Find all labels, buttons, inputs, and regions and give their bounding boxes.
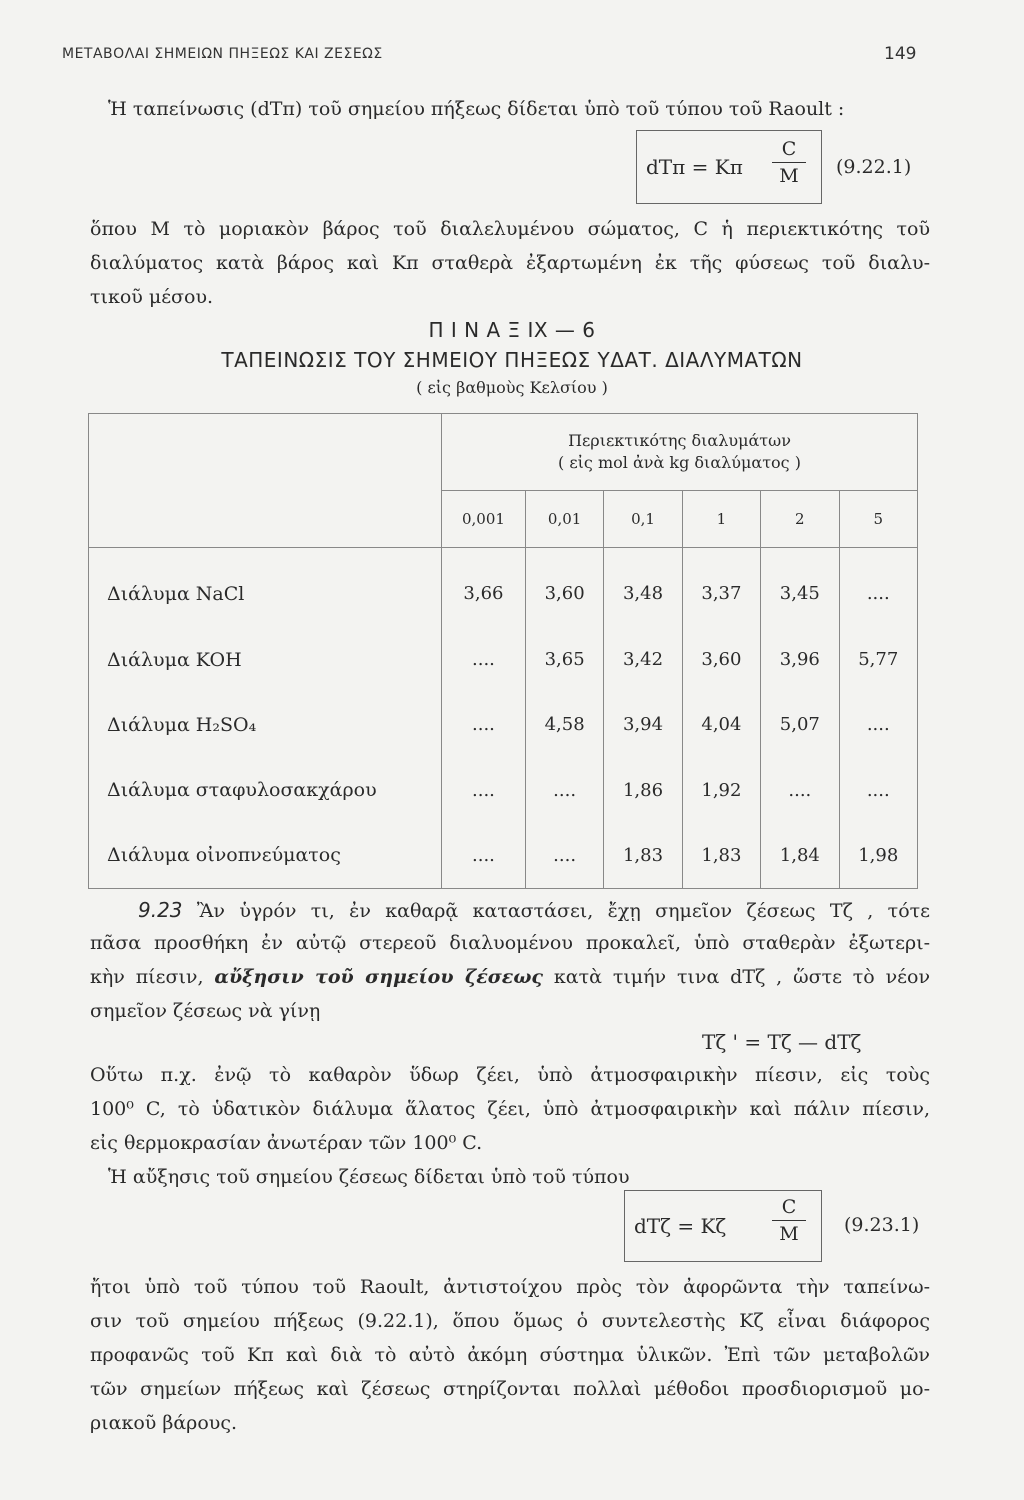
table-corner-cell: [89, 414, 442, 548]
table-cell: 1,86: [604, 757, 682, 822]
table-cell: 3,60: [682, 627, 760, 692]
row-label: Διάλυμα NaCl: [89, 548, 442, 628]
table-cell: ....: [442, 627, 526, 692]
page-number: 149: [884, 44, 917, 64]
example-line-3: εἰς θερμοκρασίαν ἀνωτέραν τῶν 100⁰ C.: [90, 1132, 483, 1154]
table-cell: ....: [839, 692, 917, 757]
table-cell: ....: [839, 757, 917, 822]
table-cell: 3,60: [525, 548, 603, 628]
fraction-numerator: C: [781, 138, 797, 160]
table-cell: ....: [525, 757, 603, 822]
boiling-line-4: σημεῖον ζέσεως νὰ γίνῃ: [90, 1000, 321, 1022]
boiling-emphasis: αὔξησιν τοῦ σημείου ζέσεως: [214, 966, 543, 988]
boiling-line-3-pre: κὴν πίεσιν,: [90, 966, 204, 988]
table-cell: 3,37: [682, 548, 760, 628]
boiling-line-1: [90, 898, 930, 922]
table-cell: ....: [525, 823, 603, 889]
table-cell: 3,65: [525, 627, 603, 692]
concentration-header: 5: [839, 491, 917, 548]
closing-line-2: σιν τοῦ σημείου πήξεως (9.22.1), ὅπου ὅμως ὁ συντελεστὴς Kζ εἶναι διάφορος: [90, 1310, 930, 1332]
concentration-header: 0,1: [604, 491, 682, 548]
formula-freezing-fraction: [772, 138, 806, 187]
table-cell: 1,92: [682, 757, 760, 822]
explanation-line-1: ὅπου M τὸ μοριακὸν βάρος τοῦ διαλελυμένου σώματος, C ἡ περιεκτικότης τοῦ: [90, 218, 930, 240]
concentration-header: 1: [682, 491, 760, 548]
table-cell: 5,77: [839, 627, 917, 692]
table-label: Π Ι Ν Α Ξ IX — 6: [428, 318, 596, 342]
closing-line-3: προφανῶς τοῦ Kπ καὶ διὰ τὸ αὐτὸ ἀκόμη σύστημα ὑλικῶν. Ἐπὶ τῶν μεταβολῶν: [90, 1344, 930, 1366]
table-units: ( εἰς βαθμοὺς Κελσίου ): [416, 378, 608, 397]
table-cell: 1,84: [761, 823, 839, 889]
fraction-numerator: C: [781, 1196, 797, 1218]
table-row: [89, 823, 918, 889]
fraction-denominator: M: [779, 1223, 799, 1245]
concentration-header: 0,01: [525, 491, 603, 548]
fraction-denominator: M: [779, 165, 799, 187]
closing-line-4: τῶν σημείων πήξεως καὶ ζέσεως στηρίζονται πολλαὶ μέθοδοι προσδιορισμοῦ μο-: [90, 1378, 930, 1400]
table-cell: 4,58: [525, 692, 603, 757]
explanation-line-2: διαλύματος κατὰ βάρος καὶ Kπ σταθερὰ ἐξαρτωμένη ἐκ τῆς φύσεως τοῦ διαλυ-: [90, 252, 930, 274]
table-cell: 4,04: [682, 692, 760, 757]
table-row: [89, 627, 918, 692]
equation-number-9231: (9.23.1): [844, 1214, 920, 1236]
table-cell: 1,83: [682, 823, 760, 889]
boiling-line-3-post: κατὰ τιμήν τινα dTζ , ὥστε τὸ νέον: [553, 966, 931, 988]
table-cell: ....: [442, 757, 526, 822]
concentration-header: 0,001: [442, 491, 526, 548]
example-line-2: 100⁰ C, τὸ ὑδατικὸν διάλυμα ἅλατος ζέει, ὑπὸ ἀτμοσφαιρικὴν καὶ πάλιν πίεσιν,: [90, 1098, 930, 1120]
table-cell: 3,45: [761, 548, 839, 628]
boiling-new-point-formula: Tζ ' = Tζ — dTζ: [702, 1030, 862, 1054]
table-title: ΤΑΠΕΙΝΩΣΙΣ ΤΟΥ ΣΗΜΕΙΟΥ ΠΗΞΕΩΣ ΥΔΑΤ. ΔΙΑΛΥΜΑΤΩΝ: [221, 348, 803, 372]
concentration-header: 2: [761, 491, 839, 548]
formula-boiling-fraction: [772, 1196, 806, 1245]
table-cell: 5,07: [761, 692, 839, 757]
closing-line-1: ἤτοι ὑπὸ τοῦ τύπου τοῦ Raoult, ἀντιστοίχου πρὸς τὸν ἀφορῶντα τὴν ταπείνω-: [90, 1276, 930, 1298]
table-concentration-header: [442, 414, 918, 491]
row-label: Διάλυμα σταφυλοσακχάρου: [89, 757, 442, 822]
table-cell: ....: [442, 823, 526, 889]
equation-number-9221: (9.22.1): [836, 156, 912, 178]
table-cell: 1,83: [604, 823, 682, 889]
explanation-line-3: τικοῦ μέσου.: [90, 286, 214, 308]
header-line-1: Περιεκτικότης διαλυμάτων: [568, 431, 791, 450]
table-cell: 3,96: [761, 627, 839, 692]
table-cell: 3,94: [604, 692, 682, 757]
header-line-2: ( εἰς mol ἀνὰ kg διαλύματος ): [558, 453, 801, 472]
formula-freezing-lhs: dTπ = Kπ: [646, 155, 743, 179]
raoult-intro: Ἡ ταπείνωσις (dTπ) τοῦ σημείου πήξεως δίδεται ὑπὸ τοῦ τύπου τοῦ Raoult :: [108, 98, 845, 120]
row-label: Διάλυμα KOH: [89, 627, 442, 692]
boiling-formula-intro: Ἡ αὔξησις τοῦ σημείου ζέσεως δίδεται ὑπὸ τοῦ τύπου: [108, 1166, 630, 1188]
example-line-1: Οὕτω π.χ. ἐνῷ τὸ καθαρὸν ὕδωρ ζέει, ὑπὸ ἀτμοσφαιρικὴν πίεσιν, εἰς τοὺς: [90, 1064, 930, 1086]
running-title: ΜΕΤΑΒΟΛΑΙ ΣΗΜΕΙΩΝ ΠΗΞΕΩΣ ΚΑΙ ΖΕΣΕΩΣ: [62, 46, 383, 62]
row-label: Διάλυμα H₂SO₄: [89, 692, 442, 757]
table-cell: 3,66: [442, 548, 526, 628]
table-cell: 1,98: [839, 823, 917, 889]
boiling-line-1-text: Ἂν ὑγρόν τι, ἐν καθαρᾷ καταστάσει, ἔχῃ σημεῖον ζέσεως Tζ , τότε: [196, 900, 930, 922]
table-cell: ....: [839, 548, 917, 628]
table-row: [89, 548, 918, 628]
freezing-point-table: [88, 413, 918, 889]
formula-boiling-lhs: dTζ = Kζ: [634, 1214, 727, 1238]
table-cell: ....: [442, 692, 526, 757]
table-cell: 3,48: [604, 548, 682, 628]
boiling-line-3: [90, 966, 930, 988]
table-cell: ....: [761, 757, 839, 822]
boiling-line-2: πᾶσα προσθήκη ἐν αὐτῷ στερεοῦ διαλυομένου προκαλεῖ, ὑπὸ σταθερὰν ἐξωτερι-: [90, 932, 930, 954]
section-number: 9.23: [138, 898, 183, 922]
table-row: [89, 692, 918, 757]
row-label: Διάλυμα οἰνοπνεύματος: [89, 823, 442, 889]
table-cell: 3,42: [604, 627, 682, 692]
closing-line-5: ριακοῦ βάρους.: [90, 1412, 238, 1434]
table-row: [89, 757, 918, 822]
